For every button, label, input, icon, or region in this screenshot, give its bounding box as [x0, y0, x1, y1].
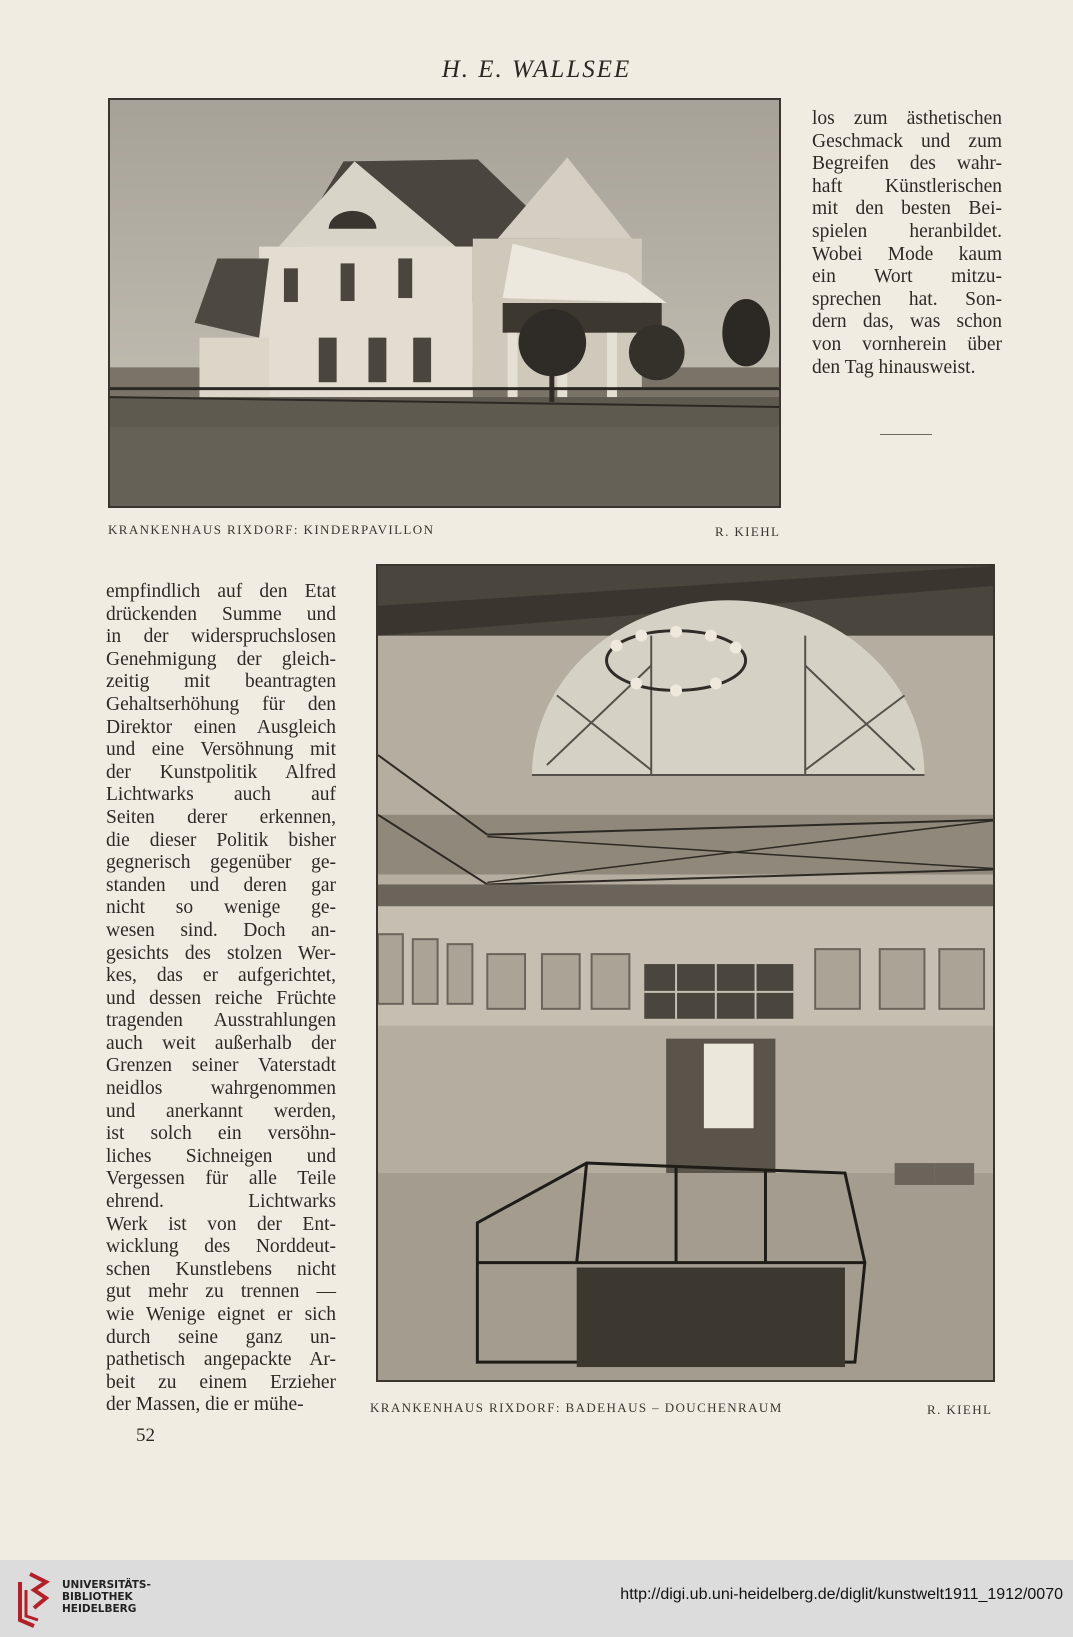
photo-douchenraum [376, 564, 995, 1382]
library-name-line: HEIDELBERG [62, 1603, 137, 1615]
text-line: und eine Versöhnung mit [106, 739, 336, 761]
right-column-text [812, 108, 1002, 379]
caption-bottom-left: KRANKENHAUS RIXDORF: BADEHAUS – DOUCHENRAUM [370, 1400, 783, 1415]
text-line: der Massen, die er mühe- [106, 1394, 304, 1416]
text-line: gesichts des stolzen Wer- [106, 942, 336, 964]
text-line: sprechen hat. Son- [812, 288, 1002, 310]
text-line: haft Künstlerischen [812, 175, 1002, 197]
text-line: schen Kunstlebens nicht [106, 1258, 336, 1280]
library-logo-icon [12, 1568, 52, 1628]
text-line: in der widerspruchslosen [106, 626, 336, 648]
text-line: und dessen reiche Früchte [106, 987, 336, 1009]
text-line: spielen heranbildet. [812, 220, 1002, 242]
text-line: Begreifen des wahr- [812, 153, 1002, 175]
text-line: ein Wort mitzu- [812, 266, 1002, 288]
text-line: Wobei Mode kaum [812, 243, 1002, 265]
caption-bottom-right: R. KIEHL [927, 1402, 993, 1417]
text-line: ist solch ein versöhn- [106, 1123, 336, 1145]
text-line: wesen sind. Doch an- [106, 919, 336, 941]
text-line: pathetisch angepackte Ar- [106, 1349, 336, 1371]
text-line: Direktor einen Ausgleich [106, 716, 336, 738]
source-url[interactable]: http://digi.ub.uni-heidelberg.de/diglit/kunstwelt1911_1912/0070 [620, 1586, 1063, 1603]
text-line: die dieser Politik bisher [106, 829, 336, 851]
text-line: der Kunstpolitik Alfred [106, 761, 336, 783]
text-line: Vergessen für alle Teile [106, 1168, 336, 1190]
text-line: zeitig mit beantragten [106, 671, 336, 693]
text-line: Genehmigung der gleich- [106, 648, 336, 670]
text-line: gut mehr zu trennen — [106, 1281, 336, 1303]
text-line: standen und deren gar [106, 874, 336, 896]
text-line: Gehaltserhöhung für den [106, 693, 336, 715]
text-line: dern das, was schon [812, 311, 1002, 333]
library-name-line: UNIVERSITÄTS- [62, 1579, 151, 1591]
photo-kinderpavillon [108, 98, 781, 508]
footer-bar [0, 1560, 1073, 1637]
caption-top-left: KRANKENHAUS RIXDORF: KINDERPAVILLON [108, 522, 435, 537]
page-number: 52 [136, 1425, 155, 1446]
text-line: gegnerisch gegenüber ge- [106, 852, 336, 874]
text-line: und anerkannt werden, [106, 1100, 336, 1122]
text-line: Werk ist von der Ent- [106, 1213, 336, 1235]
text-line: nicht so wenige ge- [106, 897, 336, 919]
text-line: Geschmack und zum [812, 130, 1002, 152]
text-line: neidlos wahrgenommen [106, 1078, 336, 1100]
text-line: liches Sichneigen und [106, 1145, 336, 1167]
text-line: ehrend. Lichtwarks [106, 1191, 336, 1213]
left-column-text [106, 581, 336, 1417]
text-line: den Tag hinausweist. [812, 356, 976, 378]
caption-top-right: R. KIEHL [715, 524, 781, 539]
text-line: wie Wenige eignet er sich [106, 1304, 336, 1325]
text-line: mit den besten Bei- [812, 198, 1002, 220]
text-line: los zum ästhetischen [812, 108, 1002, 129]
text-line: wicklung des Norddeut- [106, 1236, 336, 1258]
text-line: auch weit außerhalb der [106, 1032, 336, 1054]
text-line: drückenden Summe und [106, 603, 336, 625]
text-line: Seiten derer erkennen, [106, 806, 336, 828]
text-line: kes, das er aufgerichtet, [106, 965, 336, 987]
text-line: Grenzen seiner Vaterstadt [106, 1055, 336, 1077]
section-rule [880, 434, 932, 435]
text-line: Lichtwarks auch auf [106, 784, 336, 806]
library-name-line: BIBLIOTHEK [62, 1591, 133, 1603]
library-name [62, 1579, 151, 1615]
text-line: tragenden Ausstrahlungen [106, 1010, 336, 1032]
text-line: beit zu einem Erzieher [106, 1371, 336, 1393]
text-line: von vornherein über [812, 333, 1002, 355]
text-line: empfindlich auf den Etat [106, 581, 336, 602]
running-title: H. E. WALLSEE [441, 56, 632, 83]
text-line: durch seine ganz un- [106, 1326, 336, 1348]
